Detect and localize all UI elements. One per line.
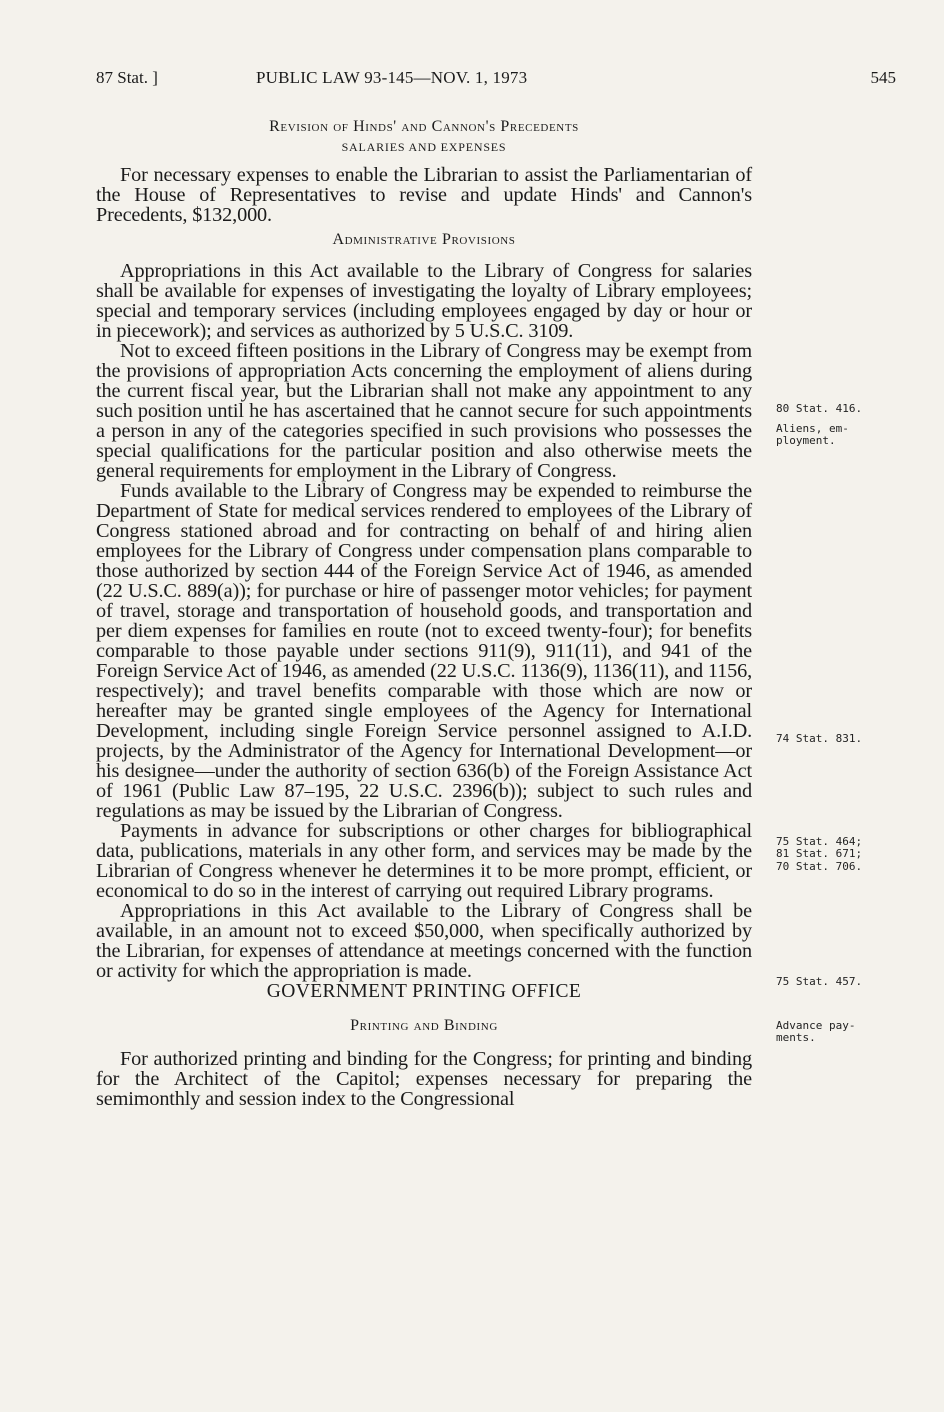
- margin-note-aliens-line2: ployment.: [776, 434, 836, 447]
- margin-note-advance-line2: ments.: [776, 1031, 816, 1044]
- paragraph-printing: For authorized printing and binding for the Congress; for printing and binding for the Architect of the Capitol; expenses necessary for preparing the semimonthly and session index to the Congressional: [96, 1048, 752, 1110]
- margin-note-75-stat-464: 75 Stat. 464;: [776, 835, 863, 848]
- margin-note-advance-line1: Advance pay-: [776, 1019, 856, 1032]
- margin-note-aliens-line1: Aliens, em-: [776, 422, 849, 435]
- header-stat: 87 Stat. ]: [96, 68, 158, 87]
- paragraph-hinds: For necessary expenses to enable the Librarian to assist the Parliamentarian of the House of Representatives to revise and update Hinds' and Cannon's Precedents, $132,000.: [96, 164, 752, 226]
- running-header: [96, 68, 896, 98]
- margin-note-80-stat-416: 80 Stat. 416.: [776, 402, 863, 415]
- heading-printing-binding: Printing and Binding: [350, 1017, 498, 1034]
- page-number: 545: [870, 68, 896, 87]
- paragraph-admin-3: Funds available to the Library of Congress may be expended to reimburse the Department of State for medical services rendered to employees of the Library of Congress stationed abroad and for contracting on behalf of and hiring alien employees for the Library of Congress under compensation plans comparable to those authorized by section 444 of the Foreign Service Act of 1946, as amended (22 U.S.C. 889(a)); for purchase or hire of passenger motor vehicles; for payment of travel, storage and transportation of household goods, and transportation and per diem expenses for families en route (not to exceed twenty-four); for benefits comparable to those payable under sections 911(9), 911(11), and 941 of the Foreign Service Act of 1946, as amended (22 U.S.C. 1136(9), 1136(11), and 1156, respectively); and travel benefits comparable with those which are now or hereafter may be granted single employees of the Agency for International Development, including single Foreign Service personnel assigned to A.I.D. projects, by the Administrator of the Agency for International Development—or his designee—under the authority of section 636(b) of the Foreign Assistance Act of 1961 (Public Law 87–195, 22 U.S.C. 2396(b)); subject to such rules and regulations as may be issued by the Librarian of Congress.: [96, 480, 752, 822]
- paragraph-admin-4: Payments in advance for subscriptions or other charges for bibliographical data, publications, materials in any other form, and services may be made by the Librarian of Congress whenever he determines it to be more prompt, efficient, or economical to do so in the interest of carrying out required Library programs.: [96, 820, 752, 902]
- margin-note-81-stat-671: 81 Stat. 671;: [776, 847, 863, 860]
- margin-note-74-stat-831: 74 Stat. 831.: [776, 732, 863, 745]
- main-text-column: [96, 112, 752, 1109]
- margin-note-70-stat-706: 70 Stat. 706.: [776, 860, 863, 873]
- heading-salaries-expenses: SALARIES AND EXPENSES: [341, 140, 507, 154]
- heading-government-printing-office: GOVERNMENT PRINTING OFFICE: [266, 981, 582, 1002]
- heading-hinds-precedents: Revision of Hinds' and Cannon's Precedents: [269, 118, 579, 135]
- paragraph-admin-1: Appropriations in this Act available to the Library of Congress for salaries shall be available for expenses of investigating the loyalty of Library employees; special and temporary services (including employees engaged by day or hour or in piecework); and services as authorized by 5 U.S.C. 3109.: [96, 260, 752, 342]
- margin-note-75-stat-457: 75 Stat. 457.: [776, 975, 863, 988]
- paragraph-admin-5: Appropriations in this Act available to the Library of Congress shall be available, in an amount not to exceed $50,000, when specifically authorized by the Librarian, for expenses of attendance at meetings concerned with the function or activity for which the appropriation is made.: [96, 900, 752, 982]
- paragraph-admin-2: Not to exceed fifteen positions in the Library of Congress may be exempt from the provisions of appropriation Acts concerning the employment of aliens during the current fiscal year, but the Librarian shall not make any appointment to any such position until he has ascertained that he cannot secure for such appointments a person in any of the categories specified in such provisions who possesses the special qualifications for the particular position and also otherwise meets the general requirements for employment in the Library of Congress.: [96, 340, 752, 482]
- heading-administrative-provisions: Administrative Provisions: [332, 231, 516, 248]
- header-title: PUBLIC LAW 93-145—NOV. 1, 1973: [256, 68, 528, 87]
